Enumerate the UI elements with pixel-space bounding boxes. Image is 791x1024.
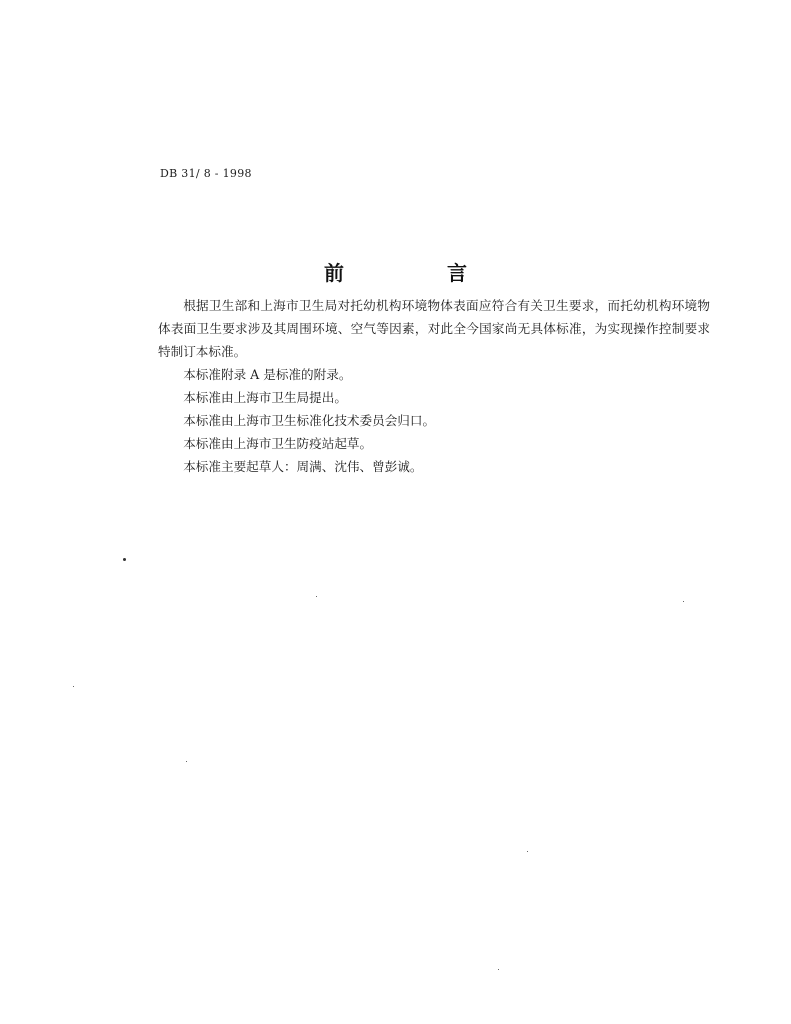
- foreword-paragraph-appendix: 本标准附录 A 是标准的附录。: [183, 367, 352, 382]
- scan-speck: [186, 761, 187, 762]
- scan-speck: [498, 969, 499, 970]
- standard-code: DB 31/ 8 - 1998: [160, 167, 252, 180]
- foreword-body: [158, 294, 710, 478]
- foreword-paragraph-drafter: 本标准由上海市卫生防疫站起草。: [183, 436, 373, 451]
- scan-speck: [316, 596, 317, 597]
- foreword-paragraph-committee: 本标准由上海市卫生标准化技术委员会归口。: [183, 413, 436, 428]
- foreword-paragraph-authors: 本标准主要起草人：周满、沈伟、曾彭诚。: [183, 459, 423, 474]
- foreword-paragraph-intro: 根据卫生部和上海市卫生局对托幼机构环境物体表面应符合有关卫生要求，而托幼机构环境物体表面卫生要求涉及其周围环境、空气等因素，对此全今国家尚无具体标准，为实现操作控制要求特制订本标准。: [158, 298, 710, 359]
- foreword-paragraph-proposer: 本标准由上海市卫生局提出。: [183, 390, 347, 405]
- scan-speck: [527, 851, 528, 852]
- page-title: 前 言: [324, 261, 515, 285]
- scan-speck: [73, 686, 74, 687]
- scan-speck: [123, 558, 126, 561]
- scan-speck: [683, 601, 684, 602]
